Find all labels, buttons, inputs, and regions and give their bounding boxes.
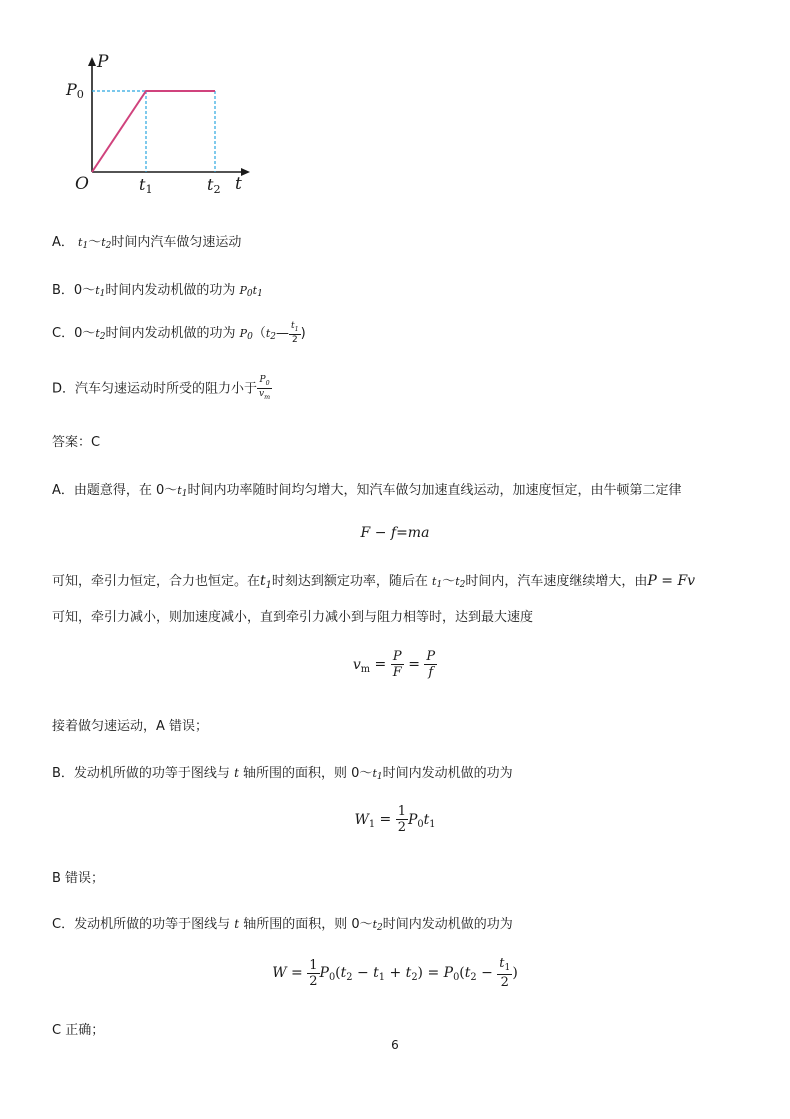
x-axis-arrow — [241, 168, 250, 176]
explanation-line4: 可知，牵引力减小，则加速度减小，直到牵引力减小到与阻力相等时，达到最大速度 — [52, 610, 534, 625]
option-c-fraction: $\frac{t_1}{2}$ — [290, 321, 299, 346]
option-a-text: 时间内汽车做匀速运动 — [111, 235, 242, 250]
option-c: C．0～t2时间内发动机做的功为 P0（t2— $\frac{t_1}{2}$ ) — [52, 321, 306, 346]
page-number: 6 — [391, 1038, 399, 1052]
t1-label: $t_1$ — [139, 175, 153, 196]
option-c-prefix: C．0～ — [52, 326, 96, 342]
equation-w1: $W_1$ = $\frac{1}{2}$ $P_0t_1$ — [354, 804, 436, 835]
option-b-text: 时间内发动机做的功为 — [105, 283, 236, 298]
y-axis-label: P — [97, 52, 109, 72]
option-c-text: 时间内发动机做的功为 — [105, 326, 236, 342]
equation-w: W = $\frac{1}{2}$ $P_0(t_2 - t_1 + t_2) = P_0(t_2$ − $\frac{t_1}{2}$ ) — [272, 956, 518, 991]
power-curve — [92, 91, 215, 172]
option-d-text: D．汽车匀速运动时所受的阻力小于 — [52, 381, 258, 397]
option-b-prefix: B．0～ — [52, 283, 96, 298]
explanation-b-line1: B．发动机所做的功等于图线与 t 轴所围的面积，则 0～t1时间内发动机做的功为 — [52, 766, 513, 782]
option-a: A． t1～t2时间内汽车做匀速运动 — [52, 235, 242, 251]
option-a-prefix: A． — [52, 235, 74, 250]
explanation-b-wrong: B 错误； — [52, 871, 105, 886]
equation-newton: F − f=ma — [360, 525, 430, 541]
power-time-graph — [60, 50, 260, 200]
answer-line: 答案：C — [52, 435, 101, 450]
t2-label: $t_2$ — [207, 175, 221, 196]
explanation-c-line1: C．发动机所做的功等于图线与 t 轴所围的面积，则 0～t2时间内发动机做的功为 — [52, 917, 513, 933]
graph-svg — [60, 50, 260, 200]
origin-label: O — [75, 174, 89, 194]
explanation-a-line1: A．由题意得，在 0～t1时间内功率随时间均匀增大，知汽车做匀加速直线运动，加速度恒定，由牛顿第二定律 — [52, 483, 682, 499]
option-d-fraction: $\frac{P_0}{v_m}$ — [259, 375, 271, 402]
option-b: B．0～t1时间内发动机做的功为 P0t1 — [52, 283, 263, 299]
equation-vmax: $v_m$ = $\frac{P}{F}$ = $\frac{P}{f}$ — [352, 649, 436, 680]
explanation-c-right: C 正确； — [52, 1023, 105, 1038]
explanation-line3: 可知，牵引力恒定，合力也恒定。在$t_1$时刻达到额定功率，随后在 t1～t2时间内，汽车速度继续增大，由P = Fv — [52, 573, 696, 591]
p0-label: $P_0$ — [66, 80, 84, 101]
y-axis-arrow — [88, 57, 96, 66]
x-axis-label: t — [235, 174, 242, 194]
explanation-line5: 接着做匀速运动，A 错误； — [52, 719, 209, 734]
option-d — [52, 376, 272, 402]
